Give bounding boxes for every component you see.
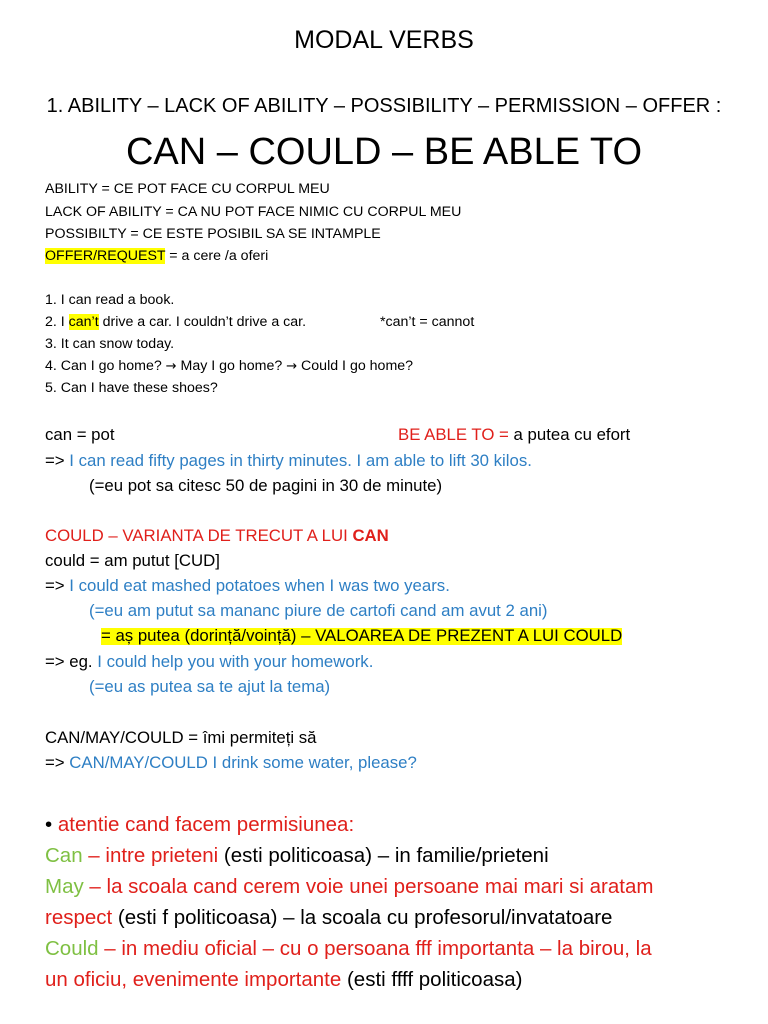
can-definition: can = pot [45, 425, 115, 444]
permission-example [45, 755, 417, 772]
can-example [45, 453, 532, 470]
definition-offer [45, 249, 268, 263]
example-5: 5. Can I have these shoes? [45, 380, 218, 396]
could-heading [45, 528, 389, 545]
could-heading-text: COULD – VARIANTA DE TRECUT A LUI [45, 526, 353, 545]
can-example-text: I can read fifty pages in thirty minutes. I am able to lift 30 kilos. [69, 451, 532, 470]
example-2-highlight: can’t [68, 314, 99, 330]
could-present-value: = aș putea (dorință/voință) – VALOAREA DE PREZENT A LUI COULD [101, 626, 623, 645]
could-heading-can: CAN [352, 526, 389, 545]
example-1: 1. I can read a book. [45, 292, 175, 308]
can-context: – intre prieteni [82, 844, 219, 867]
attention-heading [45, 815, 354, 836]
offer-meaning: = a cere /a oferi [165, 248, 269, 264]
can-politeness: (esti politicoasa) – in familie/prieteni [218, 844, 549, 867]
eg-prefix: => eg. [45, 652, 98, 671]
bullet-icon: • [45, 813, 58, 836]
arrow-prefix: => [45, 576, 70, 595]
example-2 [45, 315, 306, 329]
definition-possibility: POSSIBILTY = CE ESTE POSIBIL SA SE INTAMPLE [45, 226, 381, 242]
permission-definition: CAN/MAY/COULD = îmi permiteți să [45, 728, 317, 747]
example-2-note: *can’t = cannot [380, 314, 475, 330]
could-example [45, 578, 450, 595]
could-context: – in mediu oficial – cu o persoana fff importanta – la birou, la [98, 937, 652, 960]
can-word: Can [45, 844, 83, 867]
may-politeness: (esti f politicoasa) – la scoala cu profesorul/invatatoare [112, 906, 613, 929]
example-2-rest: drive a car. I couldn’t drive a car. [98, 314, 307, 330]
could-word: Could [45, 937, 99, 960]
definition-lack-of-ability: LACK OF ABILITY = CA NU POT FACE NIMIC CU CORPUL MEU [45, 204, 462, 220]
may-word: May [45, 875, 84, 898]
attention-can [45, 846, 549, 867]
offer-term: OFFER/REQUEST [45, 248, 166, 264]
definition-ability: ABILITY = CE POT FACE CU CORPUL MEU [45, 181, 330, 197]
arrow-prefix: => [45, 753, 70, 772]
be-able-to-definition [398, 427, 630, 444]
arrow-right-icon: → [286, 359, 298, 374]
could-politeness: (esti ffff politicoasa) [341, 968, 523, 991]
attention-could-cont [45, 970, 522, 991]
example-2-prefix: 2. I [45, 314, 69, 330]
could-eg-example [45, 654, 373, 671]
example-3: 3. It can snow today. [45, 336, 175, 352]
example-4 [45, 359, 413, 373]
could-definition: could = am putut [CUD] [45, 551, 220, 570]
arrow-right-icon: → [165, 359, 177, 374]
could-translation: (=eu am putut sa mananc piure de cartofi cand am avut 2 ani) [89, 601, 548, 620]
arrow-prefix: => [45, 451, 70, 470]
permission-example-text: CAN/MAY/COULD I drink some water, please? [69, 753, 417, 772]
attention-may [45, 877, 653, 898]
example-4-part-a: 4. Can I go home? [45, 358, 166, 374]
could-eg-example-text: I could help you with your homework. [97, 652, 374, 671]
section-heading: 1. ABILITY – LACK OF ABILITY – POSSIBILITY – PERMISSION – OFFER : [46, 95, 722, 117]
could-context-cont: un oficiu, evenimente importante [45, 968, 342, 991]
could-example-text: I could eat mashed potatoes when I was two years. [69, 576, 450, 595]
attention-could [45, 939, 652, 960]
page-title: MODAL VERBS [294, 26, 474, 54]
example-4-part-c: Could I go home? [297, 358, 414, 374]
may-context-cont: respect [45, 906, 113, 929]
example-4-part-b: May I go home? [176, 358, 287, 374]
be-able-to-meaning: a putea cu efort [513, 425, 631, 444]
may-context: – la scoala cand cerem voie unei persoane mai mari si aratam [83, 875, 654, 898]
could-eg-translation: (=eu as putea sa te ajut la tema) [89, 677, 331, 696]
attention-may-cont [45, 908, 612, 929]
be-able-to-term: BE ABLE TO = [398, 425, 514, 444]
attention-heading-text: atentie cand facem permisiunea: [57, 813, 355, 836]
big-heading: CAN – COULD – BE ABLE TO [125, 131, 643, 173]
can-translation: (=eu pot sa citesc 50 de pagini in 30 de minute) [89, 476, 443, 495]
